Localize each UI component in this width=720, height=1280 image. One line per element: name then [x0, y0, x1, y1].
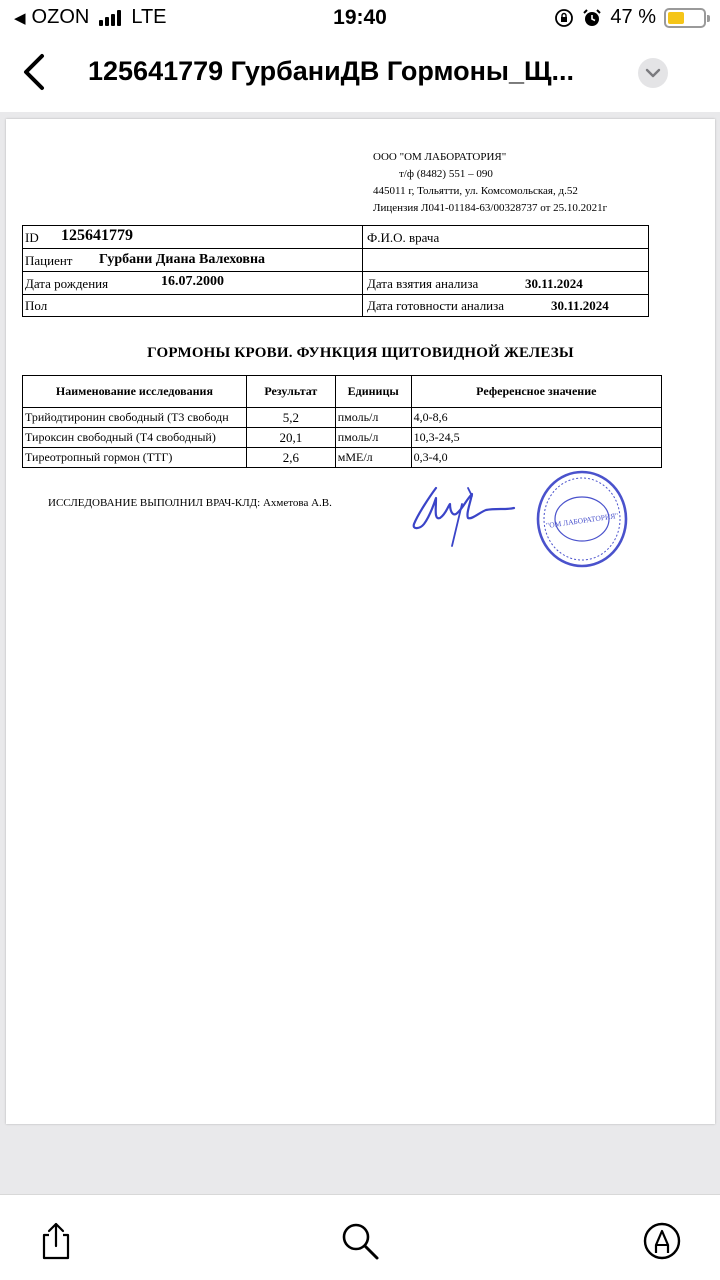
- orientation-lock-icon: [554, 8, 574, 28]
- info-row-patient: [23, 249, 648, 272]
- share-icon[interactable]: [36, 1221, 76, 1261]
- navigation-bar: [0, 36, 720, 112]
- battery-percent: 47 %: [610, 6, 656, 28]
- test-unit: мМЕ/л: [335, 448, 411, 468]
- ready-value: 30.11.2024: [551, 298, 609, 313]
- id-value: 125641779: [61, 227, 133, 244]
- lab-header: [373, 149, 607, 217]
- header-result: Результат: [246, 376, 335, 408]
- sex-label: Пол: [25, 298, 48, 313]
- id-label: ID: [25, 230, 39, 245]
- stamp-text: "ОМ ЛАБОРАТОРИЯ": [545, 510, 619, 531]
- test-reference: 4,0-8,6: [411, 408, 661, 428]
- battery-icon: [664, 8, 706, 28]
- info-row-sex: [23, 295, 648, 316]
- info-row-dates: [23, 272, 648, 295]
- document-title[interactable]: 125641779 ГурбаниДВ Гормоны_Щ...: [88, 56, 575, 86]
- header-name: Наименование исследования: [23, 376, 247, 408]
- doctor-label: Ф.И.О. врача: [367, 230, 440, 245]
- results-header-row: [23, 376, 662, 408]
- birth-value: 16.07.2000: [161, 274, 224, 289]
- test-result: 5,2: [246, 408, 335, 428]
- test-name: Тироксин свободный (Т4 свободный): [23, 428, 247, 448]
- header-unit: Единицы: [335, 376, 411, 408]
- table-row: [23, 408, 662, 428]
- back-to-app-icon[interactable]: ◀: [14, 9, 26, 27]
- patient-value: Гурбани Диана Валеховна: [99, 252, 266, 267]
- markup-icon[interactable]: [642, 1221, 682, 1261]
- test-reference: 0,3-4,0: [411, 448, 661, 468]
- section-title: ГОРМОНЫ КРОВИ. ФУНКЦИЯ ЩИТОВИДНОЙ ЖЕЛЕЗЫ: [147, 345, 574, 361]
- info-row-id: [23, 226, 648, 249]
- bottom-toolbar: [0, 1194, 720, 1280]
- carrier-label: OZON: [31, 6, 90, 28]
- status-time: 19:40: [333, 6, 387, 29]
- test-result: 20,1: [246, 428, 335, 448]
- search-icon[interactable]: [340, 1221, 380, 1261]
- chevron-down-icon: [645, 68, 661, 78]
- lab-phone: т/ф (8482) 551 – 090: [399, 168, 493, 180]
- title-menu-button[interactable]: [638, 58, 668, 88]
- status-right: [554, 6, 706, 29]
- battery-level: [668, 12, 684, 24]
- lab-license: Лицензия Л041-01184-63/00328737 от 25.10.2021г: [373, 202, 608, 214]
- test-reference: 10,3-24,5: [411, 428, 661, 448]
- ready-label: Дата готовности анализа: [367, 298, 505, 313]
- test-name: Тиреотропный гормон (ТТГ): [23, 448, 247, 468]
- patient-label: Пациент: [25, 253, 73, 268]
- table-row: [23, 428, 662, 448]
- results-table: [22, 375, 662, 468]
- stamp-image: [534, 469, 630, 569]
- status-bar: [0, 0, 720, 36]
- executor-line: ИССЛЕДОВАНИЕ ВЫПОЛНИЛ ВРАЧ-КЛД: Ахметова А.В.: [48, 497, 332, 509]
- alarm-icon: [582, 8, 602, 28]
- chevron-left-icon[interactable]: [18, 52, 50, 92]
- test-unit: пмоль/л: [335, 408, 411, 428]
- table-row: [23, 448, 662, 468]
- document-viewer[interactable]: [0, 112, 720, 1194]
- birth-label: Дата рождения: [25, 276, 109, 291]
- test-result: 2,6: [246, 448, 335, 468]
- patient-info-table: [22, 225, 649, 317]
- lab-name: ООО "ОМ ЛАБОРАТОРИЯ": [373, 151, 507, 163]
- test-name: Трийодтиронин свободный (Т3 свободн: [23, 408, 247, 428]
- taken-label: Дата взятия анализа: [367, 276, 479, 291]
- taken-value: 30.11.2024: [525, 276, 583, 291]
- lab-address: 445011 г, Тольятти, ул. Комсомольская, д.52: [373, 185, 578, 197]
- signature-image: [406, 474, 526, 559]
- network-label: LTE: [131, 6, 167, 28]
- test-unit: пмоль/л: [335, 428, 411, 448]
- header-reference: Референсное значение: [411, 376, 661, 408]
- document-page[interactable]: [6, 119, 715, 1124]
